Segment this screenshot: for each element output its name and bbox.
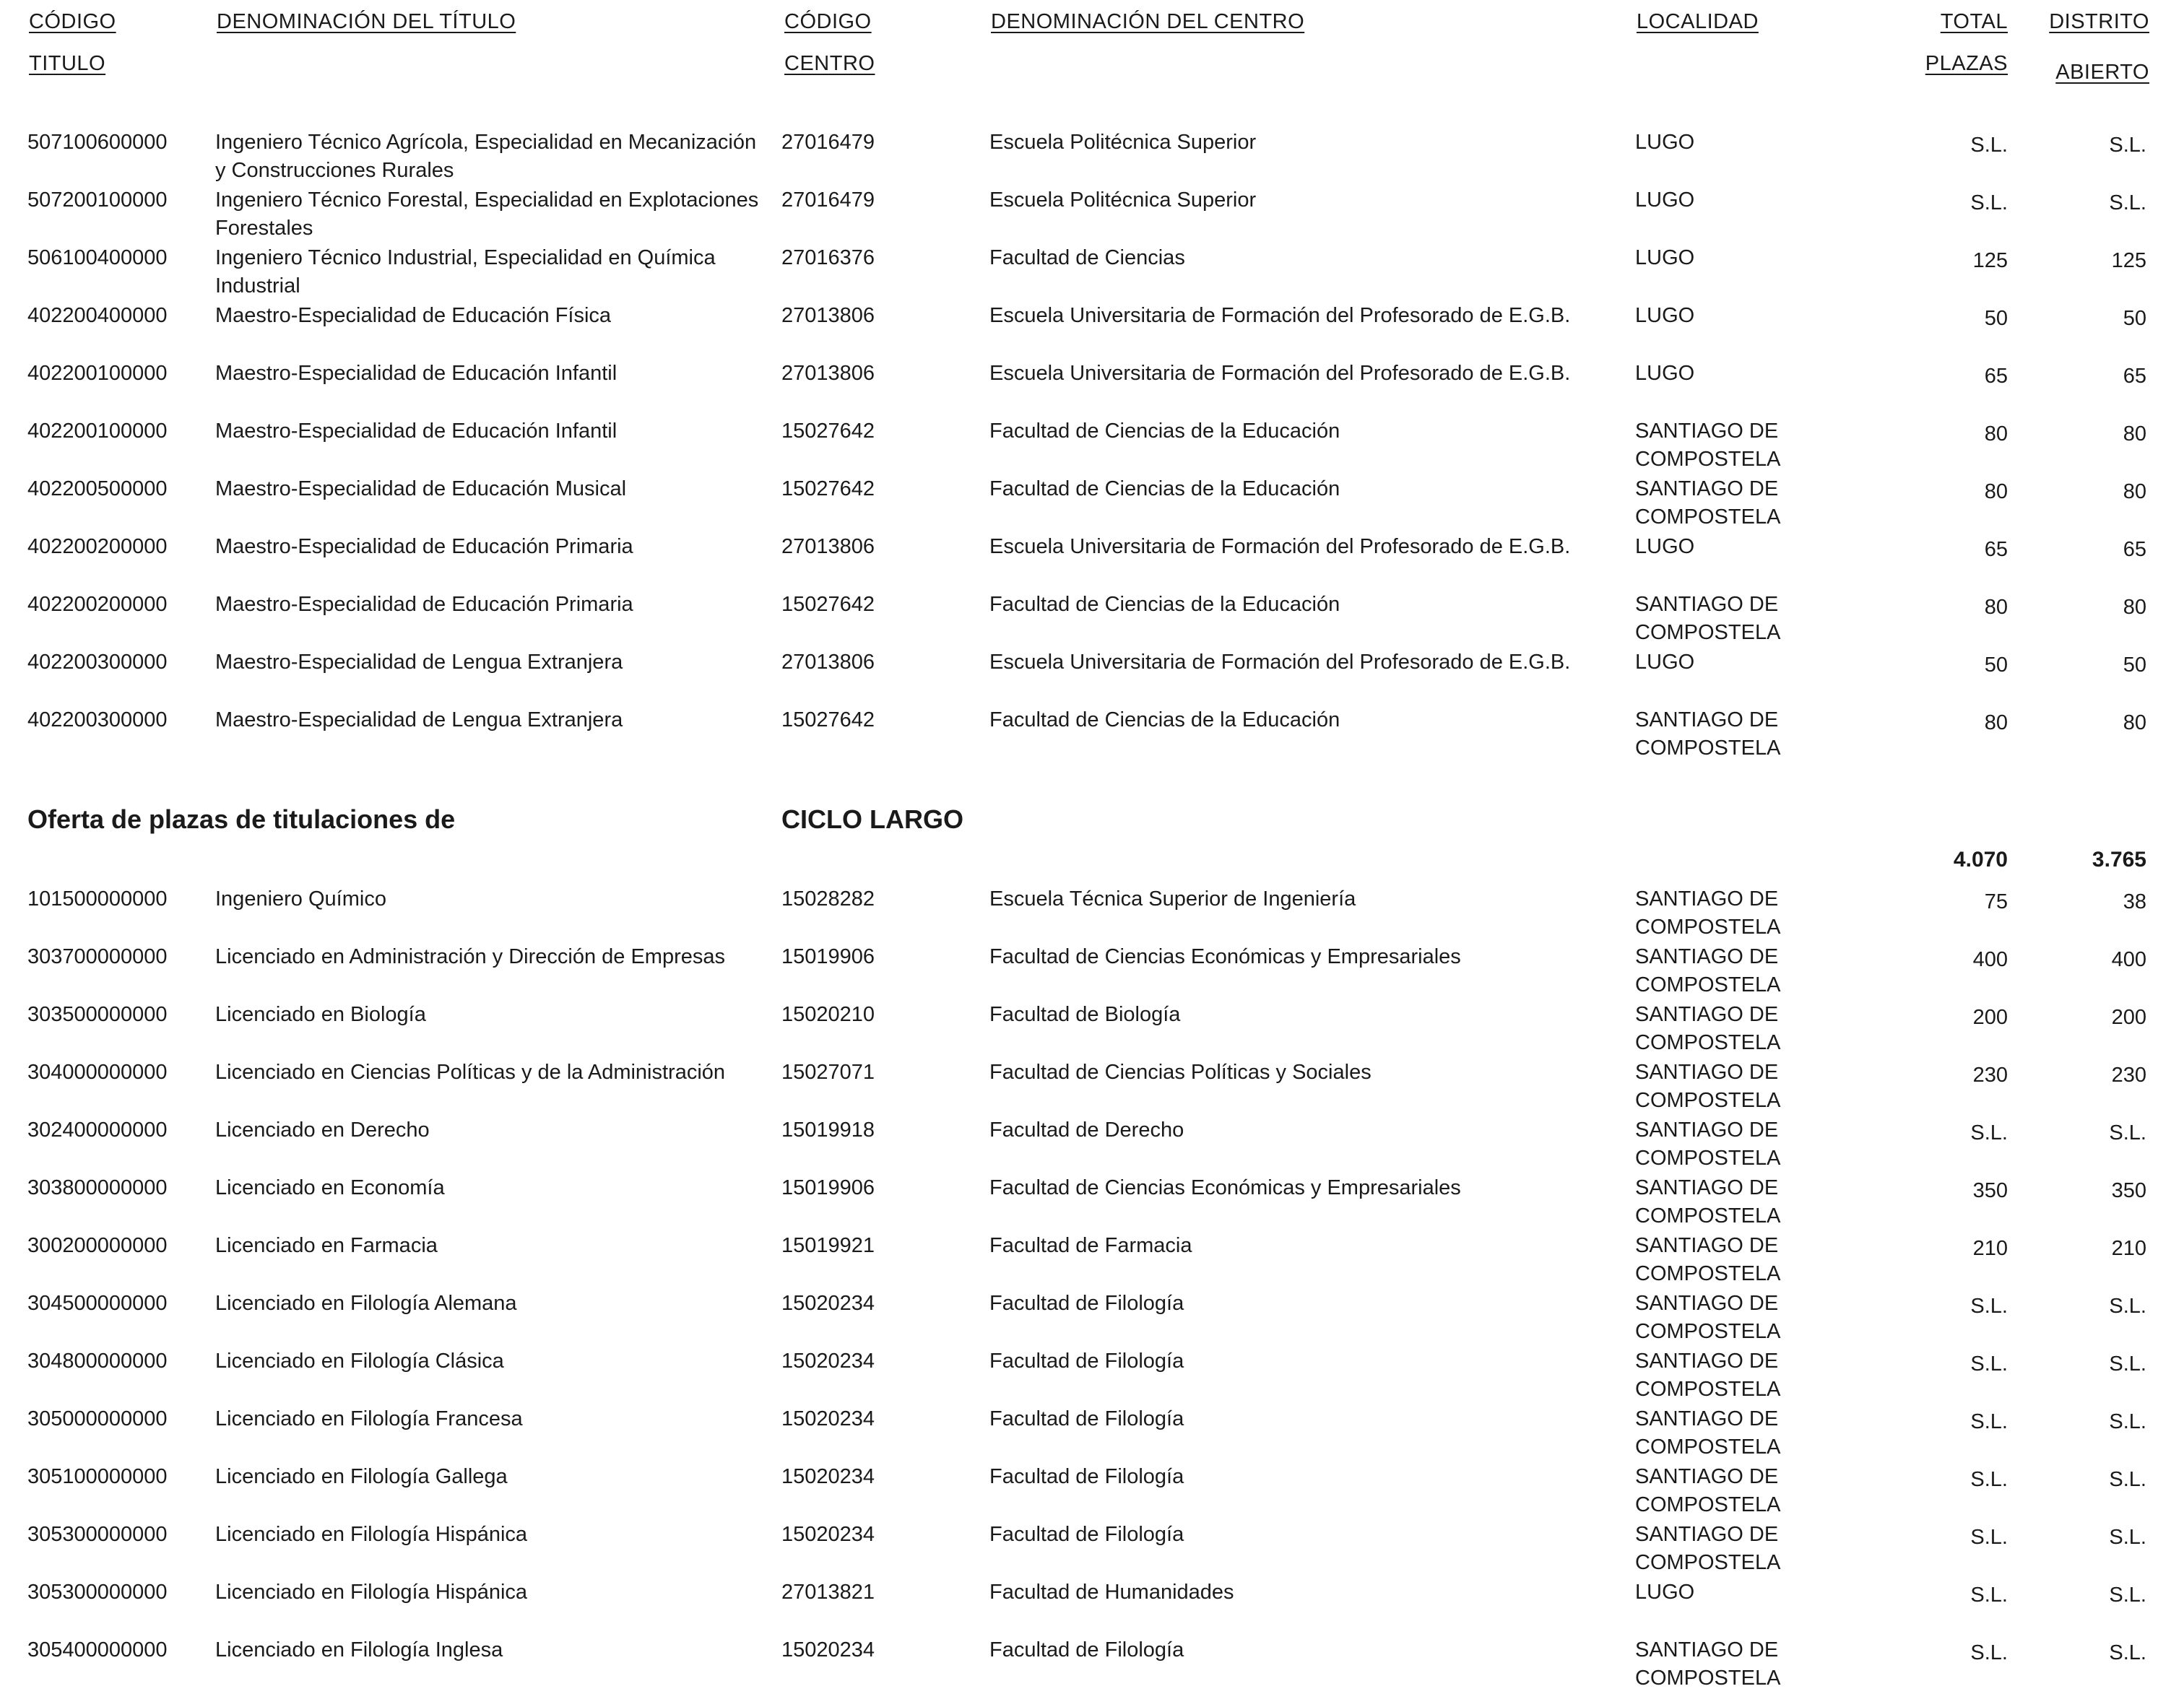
- cell-total-plazas: S.L.: [1970, 1352, 2008, 1376]
- cell-denominacion-centro: Facultad de Derecho: [989, 1119, 1184, 1142]
- table-row: [0, 533, 2184, 591]
- cell-localidad: SANTIAGO DE COMPOSTELA: [1635, 1407, 1781, 1459]
- cell-localidad: LUGO: [1635, 246, 1695, 269]
- cell-denominacion-centro: Facultad de Ciencias Económicas y Empresariales: [989, 1176, 1461, 1199]
- cell-denominacion-centro: Facultad de Filología: [989, 1523, 1184, 1546]
- cell-denominacion-centro: Facultad de Ciencias de la Educación: [989, 477, 1340, 500]
- header-localidad: LOCALIDAD: [1637, 10, 1759, 33]
- cell-codigo-centro: 27016376: [781, 246, 875, 269]
- cell-distrito-abierto: 80: [2123, 422, 2146, 446]
- table-row: [0, 302, 2184, 360]
- cell-codigo-titulo: 302400000000: [27, 1119, 168, 1142]
- cell-denominacion-titulo: Licenciado en Filología Hispánica: [215, 1581, 528, 1604]
- cell-denominacion-titulo: Ingeniero Químico: [215, 887, 386, 911]
- cell-codigo-titulo: 304000000000: [27, 1061, 168, 1084]
- cell-codigo-centro: 27016479: [781, 131, 875, 154]
- cell-denominacion-centro: Facultad de Filología: [989, 1407, 1184, 1430]
- cell-distrito-abierto: 65: [2123, 365, 2146, 388]
- cell-denominacion-centro: Facultad de Filología: [989, 1292, 1184, 1315]
- cell-denominacion-titulo: Maestro-Especialidad de Educación Física: [215, 304, 612, 327]
- cell-codigo-titulo: 402200300000: [27, 708, 168, 731]
- cell-distrito-abierto: 50: [2123, 307, 2146, 330]
- table-row: [0, 1290, 2184, 1347]
- cell-distrito-abierto: 50: [2123, 653, 2146, 677]
- cell-distrito-abierto: S.L.: [2109, 1121, 2146, 1144]
- cell-codigo-titulo: 507100600000: [27, 131, 168, 154]
- cell-codigo-centro: 15027642: [781, 708, 875, 731]
- cell-denominacion-titulo: Licenciado en Filología Alemana: [215, 1292, 517, 1315]
- cell-total-plazas: 50: [1984, 307, 2008, 330]
- cell-codigo-titulo: 305000000000: [27, 1407, 168, 1430]
- cell-distrito-abierto: 350: [2111, 1179, 2146, 1202]
- cell-codigo-centro: 15027642: [781, 593, 875, 616]
- table-row: [0, 648, 2184, 706]
- cell-localidad: SANTIAGO DE COMPOSTELA: [1635, 1292, 1781, 1343]
- cell-localidad: LUGO: [1635, 362, 1695, 385]
- cell-total-plazas: S.L.: [1970, 191, 2008, 214]
- cell-codigo-centro: 27013806: [781, 304, 875, 327]
- cell-denominacion-titulo: Licenciado en Biología: [215, 1003, 426, 1026]
- cell-localidad: SANTIAGO DE COMPOSTELA: [1635, 1003, 1781, 1054]
- cell-total-plazas: S.L.: [1970, 1410, 2008, 1433]
- table-row: [0, 1521, 2184, 1578]
- table-row: [0, 1232, 2184, 1290]
- cell-denominacion-titulo: Maestro-Especialidad de Educación Infantil: [215, 420, 618, 443]
- cell-denominacion-centro: Escuela Universitaria de Formación del Profesorado de E.G.B.: [989, 362, 1571, 385]
- cell-total-plazas: 65: [1984, 538, 2008, 561]
- cell-codigo-centro: 27013821: [781, 1581, 875, 1604]
- cell-denominacion-centro: Escuela Universitaria de Formación del Profesorado de E.G.B.: [989, 535, 1571, 558]
- cell-codigo-titulo: 506100400000: [27, 246, 168, 269]
- cell-localidad: SANTIAGO DE COMPOSTELA: [1635, 1523, 1781, 1574]
- cell-codigo-centro: 15020234: [781, 1638, 875, 1662]
- cell-codigo-titulo: 305300000000: [27, 1581, 168, 1604]
- table-row: [0, 244, 2184, 302]
- cell-codigo-titulo: 304800000000: [27, 1350, 168, 1373]
- cell-codigo-centro: 15019906: [781, 1176, 875, 1199]
- cell-localidad: SANTIAGO DE COMPOSTELA: [1635, 1234, 1781, 1285]
- cell-codigo-centro: 15027642: [781, 420, 875, 443]
- cell-distrito-abierto: S.L.: [2109, 1295, 2146, 1318]
- cell-total-plazas: S.L.: [1970, 1584, 2008, 1607]
- cell-codigo-centro: 27013806: [781, 535, 875, 558]
- cell-codigo-titulo: 402200500000: [27, 477, 168, 500]
- header-denominacion-centro: DENOMINACIÓN DEL CENTRO: [991, 10, 1305, 33]
- cell-distrito-abierto: S.L.: [2109, 1526, 2146, 1549]
- cell-localidad: SANTIAGO DE COMPOSTELA: [1635, 593, 1781, 644]
- cell-localidad: LUGO: [1635, 1581, 1695, 1604]
- cell-denominacion-centro: Facultad de Filología: [989, 1465, 1184, 1488]
- cell-codigo-centro: 15019906: [781, 945, 875, 968]
- table-row: [0, 129, 2184, 186]
- table-row: [0, 885, 2184, 943]
- cell-denominacion-titulo: Licenciado en Filología Clásica: [215, 1350, 504, 1373]
- cell-localidad: LUGO: [1635, 304, 1695, 327]
- cell-distrito-abierto: 80: [2123, 711, 2146, 734]
- cell-localidad: SANTIAGO DE COMPOSTELA: [1635, 887, 1781, 939]
- cell-denominacion-centro: Facultad de Ciencias de la Educación: [989, 708, 1340, 731]
- cell-localidad: SANTIAGO DE COMPOSTELA: [1635, 1061, 1781, 1112]
- table-row: [0, 475, 2184, 533]
- cell-localidad: LUGO: [1635, 188, 1695, 212]
- cell-codigo-titulo: 305100000000: [27, 1465, 168, 1488]
- cell-denominacion-titulo: Licenciado en Economía: [215, 1176, 445, 1199]
- cell-denominacion-centro: Escuela Universitaria de Formación del Profesorado de E.G.B.: [989, 651, 1571, 674]
- cell-denominacion-titulo: Maestro-Especialidad de Educación Primaria: [215, 535, 633, 558]
- cell-localidad: SANTIAGO DE COMPOSTELA: [1635, 420, 1781, 471]
- cell-total-plazas: 80: [1984, 480, 2008, 503]
- cell-codigo-centro: 15027071: [781, 1061, 875, 1084]
- cell-distrito-abierto: 38: [2123, 890, 2146, 913]
- cell-localidad: SANTIAGO DE COMPOSTELA: [1635, 1119, 1781, 1170]
- cell-localidad: SANTIAGO DE COMPOSTELA: [1635, 1638, 1781, 1690]
- cell-denominacion-titulo: Maestro-Especialidad de Lengua Extranjera: [215, 708, 623, 731]
- cell-denominacion-titulo: Licenciado en Administración y Dirección de Empresas: [215, 945, 726, 968]
- cell-denominacion-titulo: Licenciado en Derecho: [215, 1119, 430, 1142]
- cell-codigo-centro: 15020234: [781, 1350, 875, 1373]
- cell-total-plazas: 230: [1972, 1064, 2008, 1087]
- cell-distrito-abierto: S.L.: [2109, 134, 2146, 157]
- header-codigo-titulo-line1: CÓDIGO: [29, 10, 116, 33]
- cell-distrito-abierto: 80: [2123, 596, 2146, 619]
- header-distrito-line1: DISTRITO: [2049, 10, 2149, 33]
- cell-denominacion-titulo: Maestro-Especialidad de Educación Primaria: [215, 593, 633, 616]
- table-row: [0, 591, 2184, 648]
- cell-total-plazas: 80: [1984, 711, 2008, 734]
- cell-codigo-titulo: 402200200000: [27, 593, 168, 616]
- cell-denominacion-centro: Escuela Técnica Superior de Ingeniería: [989, 887, 1356, 911]
- cell-denominacion-titulo: Ingeniero Técnico Industrial, Especialidad en Química Industrial: [215, 246, 716, 297]
- cell-codigo-titulo: 304500000000: [27, 1292, 168, 1315]
- header-codigo-titulo-line2: TITULO: [29, 52, 106, 75]
- cell-codigo-centro: 15020210: [781, 1003, 875, 1026]
- cell-total-plazas: S.L.: [1970, 1641, 2008, 1664]
- cell-localidad: LUGO: [1635, 651, 1695, 674]
- cell-localidad: SANTIAGO DE COMPOSTELA: [1635, 1350, 1781, 1401]
- cell-denominacion-titulo: Ingeniero Técnico Agrícola, Especialidad en Mecanización y Construcciones Rurales: [215, 131, 757, 182]
- section-title-right: CICLO LARGO: [781, 804, 963, 834]
- header-denominacion-titulo: DENOMINACIÓN DEL TÍTULO: [217, 10, 516, 33]
- cell-total-plazas: S.L.: [1970, 134, 2008, 157]
- cell-codigo-titulo: 303800000000: [27, 1176, 168, 1199]
- cell-distrito-abierto: 80: [2123, 480, 2146, 503]
- table-row: [0, 706, 2184, 764]
- cell-codigo-centro: 15020234: [781, 1292, 875, 1315]
- cell-denominacion-centro: Facultad de Humanidades: [989, 1581, 1234, 1604]
- cell-distrito-abierto: S.L.: [2109, 191, 2146, 214]
- cell-denominacion-centro: Facultad de Filología: [989, 1638, 1184, 1662]
- cell-denominacion-centro: Escuela Politécnica Superior: [989, 131, 1257, 154]
- table-row: [0, 1116, 2184, 1174]
- cell-denominacion-titulo: Maestro-Especialidad de Lengua Extranjera: [215, 651, 623, 674]
- cell-localidad: SANTIAGO DE COMPOSTELA: [1635, 477, 1781, 529]
- cell-denominacion-titulo: Licenciado en Farmacia: [215, 1234, 438, 1257]
- header-distrito-line2: ABIERTO: [2055, 61, 2149, 84]
- cell-codigo-titulo: 101500000000: [27, 887, 168, 911]
- cell-denominacion-centro: Facultad de Ciencias Económicas y Empresariales: [989, 945, 1461, 968]
- cell-denominacion-titulo: Maestro-Especialidad de Educación Infantil: [215, 362, 618, 385]
- table-row: [0, 1405, 2184, 1463]
- cell-distrito-abierto: 65: [2123, 538, 2146, 561]
- cell-codigo-titulo: 305400000000: [27, 1638, 168, 1662]
- cell-total-plazas: 210: [1972, 1237, 2008, 1260]
- cell-total-plazas: S.L.: [1970, 1526, 2008, 1549]
- cell-codigo-titulo: 402200100000: [27, 362, 168, 385]
- cell-distrito-abierto: 400: [2111, 948, 2146, 971]
- cell-denominacion-titulo: Ingeniero Técnico Forestal, Especialidad en Explotaciones Forestales: [215, 188, 759, 240]
- cell-localidad: SANTIAGO DE COMPOSTELA: [1635, 1176, 1781, 1228]
- cell-denominacion-titulo: Maestro-Especialidad de Educación Musical: [215, 477, 627, 500]
- cell-denominacion-centro: Escuela Politécnica Superior: [989, 188, 1257, 212]
- table-row: [0, 1463, 2184, 1521]
- table-row: [0, 943, 2184, 1001]
- cell-codigo-centro: 15019918: [781, 1119, 875, 1142]
- cell-codigo-titulo: 305300000000: [27, 1523, 168, 1546]
- header-total-line2: PLAZAS: [1925, 52, 2008, 75]
- cell-total-plazas: 200: [1972, 1006, 2008, 1029]
- cell-total-plazas: 80: [1984, 422, 2008, 446]
- cell-codigo-titulo: 300200000000: [27, 1234, 168, 1257]
- cell-total-plazas: S.L.: [1970, 1468, 2008, 1491]
- section-title-left: Oferta de plazas de titulaciones de: [27, 804, 456, 834]
- cell-codigo-centro: 15020234: [781, 1465, 875, 1488]
- cell-codigo-titulo: 402200300000: [27, 651, 168, 674]
- cell-codigo-centro: 15020234: [781, 1523, 875, 1546]
- header-codigo-centro-line2: CENTRO: [784, 52, 875, 75]
- cell-distrito-abierto: S.L.: [2109, 1641, 2146, 1664]
- cell-total-plazas: 350: [1972, 1179, 2008, 1202]
- table-row: [0, 1174, 2184, 1232]
- cell-codigo-titulo: 402200400000: [27, 304, 168, 327]
- cell-distrito-abierto: S.L.: [2109, 1468, 2146, 1491]
- cell-codigo-titulo: 507200100000: [27, 188, 168, 212]
- cell-localidad: SANTIAGO DE COMPOSTELA: [1635, 708, 1781, 760]
- cell-total-plazas: 75: [1984, 890, 2008, 913]
- cell-total-plazas: 80: [1984, 596, 2008, 619]
- cell-total-plazas: S.L.: [1970, 1121, 2008, 1144]
- table-row: [0, 1001, 2184, 1059]
- section-total-plazas: 4.070: [1953, 848, 2008, 872]
- section-total-distrito: 3.765: [2092, 848, 2146, 872]
- cell-denominacion-titulo: Licenciado en Filología Inglesa: [215, 1638, 503, 1662]
- cell-codigo-titulo: 303500000000: [27, 1003, 168, 1026]
- cell-distrito-abierto: S.L.: [2109, 1410, 2146, 1433]
- cell-distrito-abierto: S.L.: [2109, 1584, 2146, 1607]
- table-row: [0, 1347, 2184, 1405]
- cell-denominacion-centro: Facultad de Ciencias de la Educación: [989, 420, 1340, 443]
- cell-distrito-abierto: S.L.: [2109, 1352, 2146, 1376]
- cell-codigo-centro: 27016479: [781, 188, 875, 212]
- cell-denominacion-titulo: Licenciado en Filología Hispánica: [215, 1523, 528, 1546]
- cell-total-plazas: S.L.: [1970, 1295, 2008, 1318]
- cell-total-plazas: 50: [1984, 653, 2008, 677]
- table-row: [0, 417, 2184, 475]
- cell-codigo-centro: 15020234: [781, 1407, 875, 1430]
- cell-localidad: SANTIAGO DE COMPOSTELA: [1635, 1465, 1781, 1516]
- cell-codigo-titulo: 402200100000: [27, 420, 168, 443]
- cell-denominacion-titulo: Licenciado en Filología Gallega: [215, 1465, 508, 1488]
- table-row: [0, 186, 2184, 244]
- cell-total-plazas: 125: [1972, 249, 2008, 272]
- cell-localidad: LUGO: [1635, 535, 1695, 558]
- table-row: [0, 1636, 2184, 1694]
- cell-denominacion-titulo: Licenciado en Filología Francesa: [215, 1407, 523, 1430]
- cell-distrito-abierto: 210: [2111, 1237, 2146, 1260]
- cell-codigo-titulo: 402200200000: [27, 535, 168, 558]
- cell-denominacion-centro: Facultad de Farmacia: [989, 1234, 1192, 1257]
- cell-denominacion-centro: Facultad de Ciencias: [989, 246, 1185, 269]
- table-row: [0, 1059, 2184, 1116]
- cell-distrito-abierto: 200: [2111, 1006, 2146, 1029]
- cell-localidad: SANTIAGO DE COMPOSTELA: [1635, 945, 1781, 996]
- cell-denominacion-centro: Facultad de Ciencias de la Educación: [989, 593, 1340, 616]
- cell-distrito-abierto: 230: [2111, 1064, 2146, 1087]
- cell-denominacion-centro: Facultad de Filología: [989, 1350, 1184, 1373]
- cell-total-plazas: 400: [1972, 948, 2008, 971]
- cell-denominacion-titulo: Licenciado en Ciencias Políticas y de la Administración: [215, 1061, 726, 1084]
- cell-codigo-centro: 15028282: [781, 887, 875, 911]
- cell-total-plazas: 65: [1984, 365, 2008, 388]
- table-row: [0, 360, 2184, 417]
- cell-distrito-abierto: 125: [2111, 249, 2146, 272]
- cell-localidad: LUGO: [1635, 131, 1695, 154]
- cell-codigo-centro: 15019921: [781, 1234, 875, 1257]
- header-total-line1: TOTAL: [1940, 10, 2008, 33]
- cell-codigo-centro: 15027642: [781, 477, 875, 500]
- header-codigo-centro-line1: CÓDIGO: [784, 10, 872, 33]
- cell-denominacion-centro: Facultad de Ciencias Políticas y Sociales: [989, 1061, 1372, 1084]
- table-row: [0, 1578, 2184, 1636]
- cell-codigo-centro: 27013806: [781, 651, 875, 674]
- cell-denominacion-centro: Facultad de Biología: [989, 1003, 1181, 1026]
- cell-codigo-titulo: 303700000000: [27, 945, 168, 968]
- cell-denominacion-centro: Escuela Universitaria de Formación del Profesorado de E.G.B.: [989, 304, 1571, 327]
- cell-codigo-centro: 27013806: [781, 362, 875, 385]
